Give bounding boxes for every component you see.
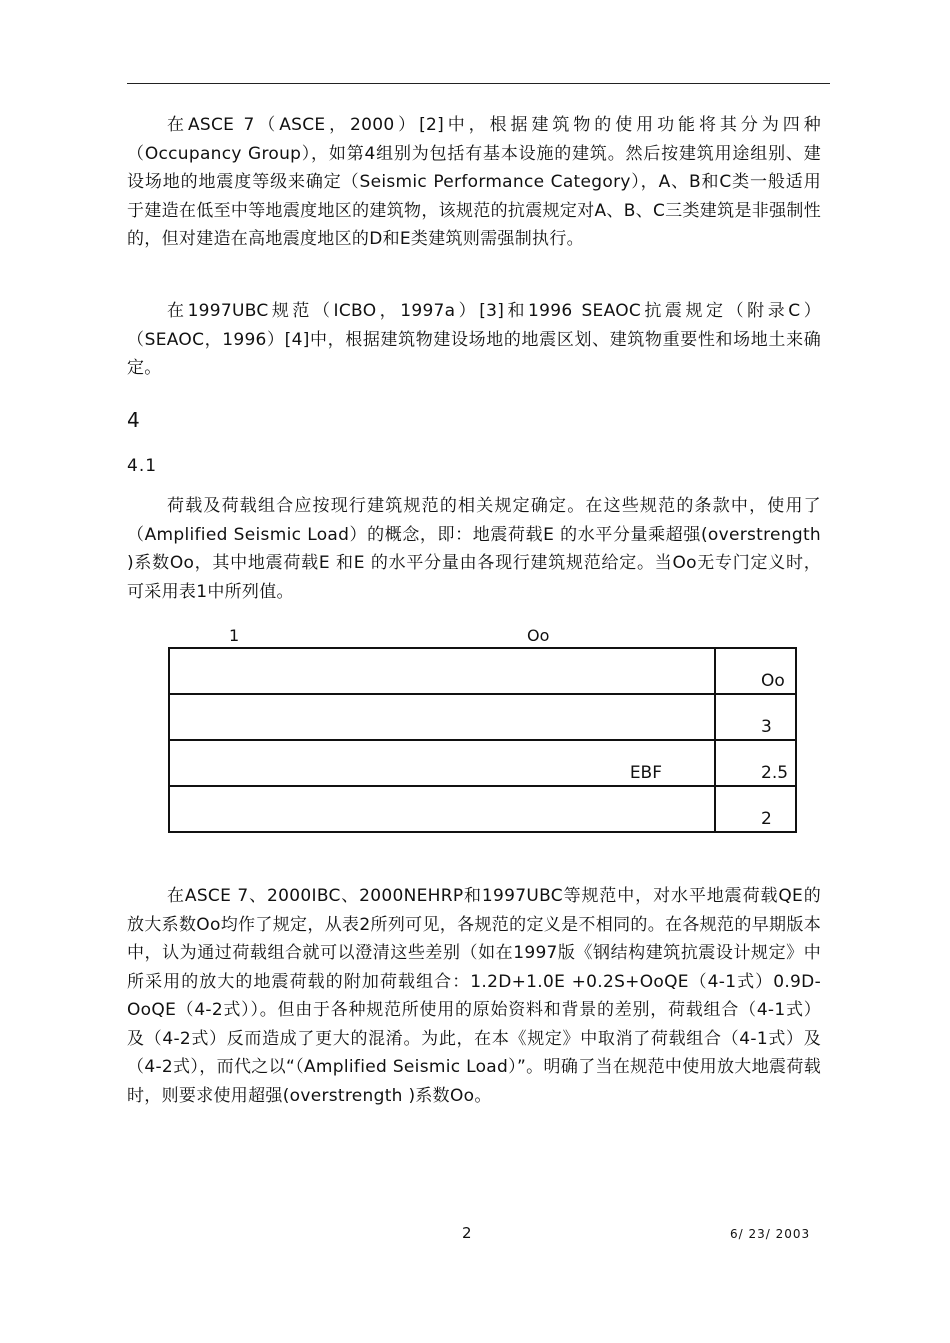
header-rule — [127, 83, 830, 84]
paragraph-3: 荷载及荷载组合应按现行建筑规范的相关规定确定。在这些规范的条款中，使用了（Amplified Seismic Load）的概念，即：地震荷载E 的水平分量乘超强(overstrength )系数Oo，其中地震荷载E 和E 的水平分量由各现行建筑规范给定。当Oo无专门定义时，可采用表1中所列值。 — [127, 496, 821, 602]
table-caption-number: 1 — [229, 626, 240, 645]
table-row — [169, 740, 796, 786]
page-number: 2 — [462, 1224, 472, 1242]
table-row — [169, 786, 796, 832]
table-cell-value: 2.5 — [715, 740, 796, 786]
paragraph-2: 在1997UBC规范（ICBO，1997a）[3]和1996 SEAOC抗震规定（附录C）（SEAOC，1996）[4]中，根据建筑物建设场地的地震区划、建筑物重要性和场地土来确定。 — [127, 301, 821, 378]
table-cell-system: EBF — [169, 740, 715, 786]
table-cell-value: 3 — [715, 694, 796, 740]
table-row — [169, 648, 796, 694]
subsection-heading: 4.1 — [127, 456, 158, 476]
table-cell-system — [169, 786, 715, 832]
table-caption-symbol: Oo — [527, 626, 550, 645]
section-heading: 4 — [127, 408, 140, 432]
paragraph-1: 在ASCE 7（ASCE，2000）[2]中，根据建筑物的使用功能将其分为四种（Occupancy Group），如第4组别为包括有基本设施的建筑。然后按建筑用途组别、建设场地的地震度等级来确定（Seismic Performance Category），A、B和C类一般适用于建造在低至中等地震度地区的建筑物，该规范的抗震规定对A、B、C三类建筑是非强制性的，但对建造在高地震度地区的D和E类建筑则需强制执行。 — [127, 115, 821, 249]
paragraph-4: 在ASCE 7、2000IBC、2000NEHRP和1997UBC等规范中，对水平地震荷载QE的放大系数Oo均作了规定，从表2所列可见，各规范的定义是不相同的。在各规范的早期版本中，认为通过荷载组合就可以澄清这些差别（如在1997版《钢结构建筑抗震设计规定》中所采用的放大的地震荷载的附加荷载组合：1.2D+1.0E +0.2S+OoQE（4-1式）0.9D-OoQE（4-2式））。但由于各种规范所使用的原始资料和背景的差别，荷载组合（4-1式）及（4-2式）反而造成了更大的混淆。为此，在本《规定》中取消了荷载组合（4-1式）及（4-2式），而代之以“（Amplified Seismic Load）”。明确了当在规范中使用放大地震荷载时，则要求使用超强(overstrength )系数Oo。 — [127, 886, 821, 1106]
table-cell-value: 2 — [715, 786, 796, 832]
footer-date: 6/ 23/ 2003 — [730, 1227, 811, 1241]
table-cell-system — [169, 694, 715, 740]
table-cell-value: Oo — [715, 648, 796, 694]
table-row — [169, 694, 796, 740]
table-cell-system — [169, 648, 715, 694]
overstrength-table — [168, 647, 797, 833]
